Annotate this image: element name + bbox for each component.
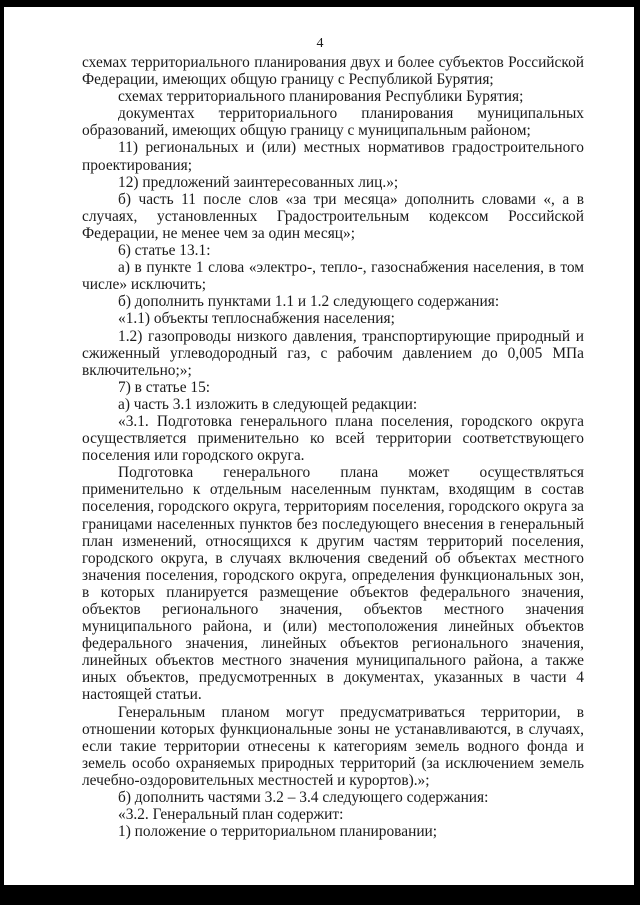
paragraph: 7) в статье 15: <box>118 378 211 396</box>
paragraph: «1.1) объекты теплоснабжения населения; <box>118 310 395 328</box>
paragraph: б) дополнить пунктами 1.1 и 1.2 следующего содержания: <box>118 293 500 311</box>
paragraph: схемах территориального планирования Республики Бурятия; <box>118 88 524 106</box>
paragraph: 1.2) газопроводы низкого давления, транспортирующие природный и сжиженный углеводородный газ, с рабочим давлением до 0,005 МПа включительно;»; <box>82 327 584 379</box>
paragraph: а) часть 3.1 изложить в следующей редакции: <box>118 395 418 413</box>
paragraph: 11) региональных и (или) местных нормативов градостроительного проектирования; <box>82 139 584 174</box>
paragraph: а) в пункте 1 слова «электро-, тепло-, газоснабжения населения, в том числе» исключить; <box>82 259 584 294</box>
scan-border-top <box>0 0 640 7</box>
scan-border-right <box>634 0 640 905</box>
paragraph: схемах территориального планирования двух и более субъектов Российской Федерации, имеющих общую границу с Республикой Бурятия; <box>82 54 584 89</box>
paragraph: Подготовка генерального плана может осуществляться применительно к отдельным населенным пунктам, входящим в состав поселения, городского округа, территориям поселения, городского округа за границами населенных пунктов без последующего внесения в генеральный план изменений, относящихся к другим частям территорий поселения, городского округа, в случаях включения сведений об объектах местного значения поселения, городского округа, определения функциональных зон, в которых планируется размещение объектов федерального значения, объектов регионального значения, объектов местного значения муниципального района, и (или) местоположения линейных объектов федерального значения, линейных объектов регионального значения, линейных объектов местного значения муниципального района, а также иных объектов, предусмотренных в документах, указанных в части 4 настоящей статьи. <box>82 464 584 704</box>
paragraph: «3.2. Генеральный план содержит: <box>118 806 344 824</box>
paragraph: б) часть 11 после слов «за три месяца» дополнить словами «, а в случаях, установленных Градостроительным кодексом Российской Федерации, не менее чем за один месяц»; <box>82 190 584 242</box>
scan-border-bottom <box>0 885 640 905</box>
paragraph: «3.1. Подготовка генерального плана поселения, городского округа осуществляется применительно ко всей территории соответствующего поселения или городского округа. <box>82 412 584 465</box>
paragraph: 1) положение о территориальном планировании; <box>118 823 438 841</box>
paragraph: Генеральным планом могут предусматриваться территории, в отношении которых функциональные зоны не устанавливаются, в случаях, если такие территории отнесены к категориям земель водного фонда и земель особо охраняемых природных территорий (за исключением земель лечебно-оздоровительных местностей и курортов).»; <box>82 703 584 789</box>
paragraph: документах территориального планирования муниципальных образований, имеющих общую границу с муниципальным районом; <box>82 105 584 140</box>
document-body <box>82 54 584 840</box>
paragraph: 6) статье 13.1: <box>118 242 211 260</box>
scan-border-left <box>0 0 4 905</box>
paragraph: 12) предложений заинтересованных лиц.»; <box>118 173 399 191</box>
paragraph: б) дополнить частями 3.2 – 3.4 следующего содержания: <box>118 789 489 807</box>
page-number: 4 <box>316 36 324 51</box>
